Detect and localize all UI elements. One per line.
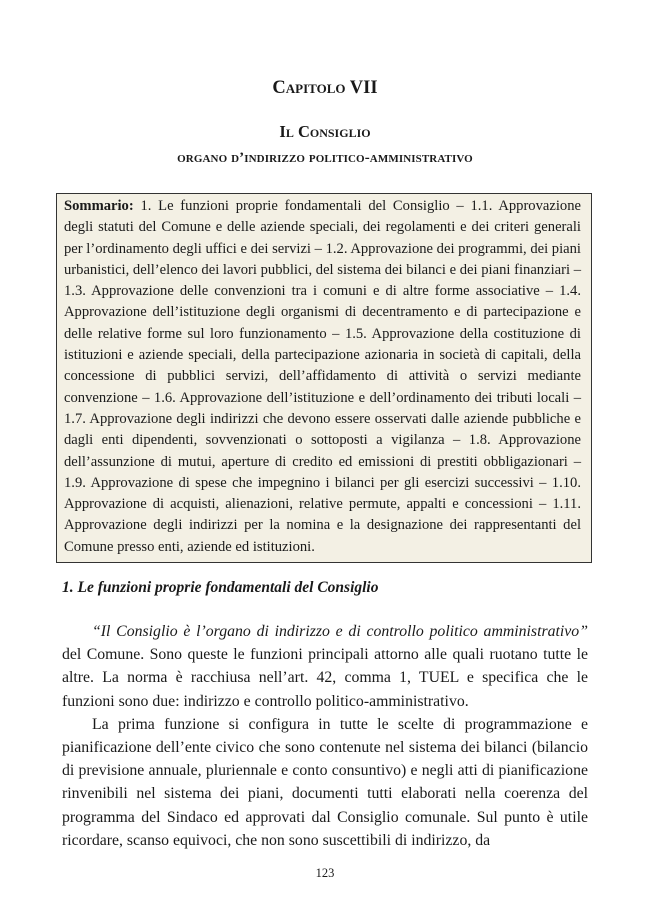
- subtitle: organo d’indirizzo politico-amministrativo: [177, 150, 473, 166]
- page-number: 123: [315, 866, 335, 880]
- main-title: Il Consiglio: [279, 122, 371, 141]
- paragraph-2: La prima funzione si configura in tutte le scelte di programmazione e pianificazione dell’ente civico che sono contenute nel sistema dei bilanci (bilancio di previsione annuale, pluriennale e conto consuntivo) e negli atti di pianificazione rinvenibili nel sistema dei piani, documenti tutti elaborati nella coerenza del programma del Sindaco ed approvati dal Consiglio comunale. Sul punto è utile ricordare, scanso equivoci, che non sono suscettibili di indirizzo, da: [62, 715, 588, 849]
- paragraph-1-text: del Comune. Sono queste le funzioni principali attorno alle quali ruotano tutte le altre. La norma è racchiusa nell’art. 42, comma 1, TUEL e specifica che le funzioni sono due: indirizzo e controllo politico-amministrativo.: [62, 646, 588, 710]
- section-heading: 1. Le funzioni proprie fondamentali del Consiglio: [62, 579, 379, 596]
- summary-text: 1. Le funzioni proprie fondamentali del Consiglio – 1.1. Approvazione degli statuti del Comune e delle aziende speciali, dei regolamenti e dei criteri generali per l’ordinamento degli uffici e dei servizi – 1.2. Approvazione dei programmi, dei piani urbanistici, dell’elenco dei lavori pubblici, del sistema dei bilanci e dei piani finanziari – 1.3. Approvazione delle convenzioni tra i comuni e di altre forme associative – 1.4. Approvazione dell’istituzione degli organismi di decentramento e di partecipazione e delle relative forme sul loro funzionamento – 1.5. Approvazione della costituzione di istituzioni e aziende speciali, della partecipazione azionaria in società di capitali, della concessione di pubblici servizi, dell’affidamento di attività o servizi mediante convenzione – 1.6. Approvazione dell’istituzione e dell’ordinamento dei tributi locali – 1.7. Approvazione degli indirizzi che devono essere osservati dalle aziende pubbliche e dagli enti dipendenti, sovvenzionati o sottoposti a vigilanza – 1.8. Approvazione dell’assunzione di mutui, aperture di credito ed emissioni di prestiti obbligazionari – 1.9. Approvazione di spese che impegnino i bilanci per gli esercizi successivi – 1.10. Approvazione di acquisti, alienazioni, relative permute, appalti e concessioni – 1.11. Approvazione degli indirizzi per la nomina e la designazione dei rappresentanti del Comune presso enti, aziende ed istituzioni.: [64, 198, 581, 555]
- chapter-title: Capitolo VII: [272, 78, 378, 98]
- summary-label: Sommario:: [64, 198, 134, 214]
- body-text: [62, 620, 588, 852]
- paragraph-1: [62, 620, 588, 713]
- summary-box: [56, 193, 592, 563]
- paragraph-1-quote: “Il Consiglio è l’organo di indirizzo e di controllo politico amministrativo”: [92, 623, 588, 640]
